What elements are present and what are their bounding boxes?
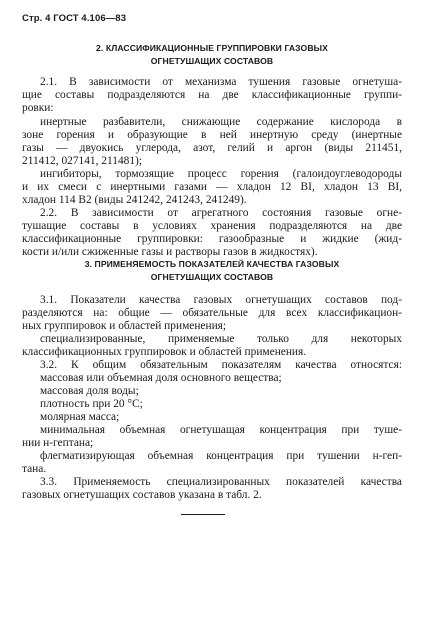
- text-line: 211412, 027141, 211481);: [22, 155, 143, 167]
- text-line: 2.2. В зависимости от агрегатного состояния газовые огне-: [40, 207, 402, 219]
- text-line: массовая доля воды;: [40, 385, 139, 397]
- text-line: массовая или объемная доля основного вещества;: [40, 372, 282, 384]
- text-line: плотность при 20 °C;: [40, 398, 143, 410]
- text-line: 2.1. В зависимости от механизма тушения газовые огнетуша-: [40, 76, 402, 88]
- text-line: специализированные, применяемые только для некоторых: [40, 333, 402, 345]
- text-line: 3.3. Применяемость специализированных показателей качества: [40, 476, 402, 488]
- text-line: молярная масса;: [40, 411, 120, 423]
- text-line: инертные разбавители, снижающие содержание кислорода в: [40, 116, 402, 128]
- text-line: ингибиторы, тормозящие процесс горения (галоидоуглеводороды: [40, 168, 402, 180]
- section-3-heading: [22, 258, 402, 284]
- text-line: тана.: [22, 463, 47, 475]
- text-line: 3.1. Показатели качества газовых огнетушащих составов под-: [40, 294, 402, 306]
- end-rule: [181, 514, 225, 515]
- text-line: нии н-гептана;: [22, 437, 94, 449]
- text-line: флегматизирующая объемная концентрация при тушении н-геп-: [40, 450, 402, 462]
- text-line: хладон 114 B2 (виды 241242, 241243, 241249).: [22, 194, 247, 206]
- text-line: и их смеси с инертными газами — хладон 12 BI, хладон 13 BI,: [22, 181, 402, 193]
- text-line: газовых огнетушащих составов указана в табл. 2.: [22, 489, 262, 501]
- text-line: зоне горения и образующие в ней инертную среду (инертные: [22, 129, 402, 141]
- section-2-heading: [22, 42, 402, 68]
- text-line: газы — двуокись углерода, азот, гелий и аргон (виды 211451,: [22, 142, 402, 154]
- text-line: кости и/или сжиженные газы и растворы газов в жидкостях).: [22, 246, 318, 258]
- section-2-heading-line-1: 2. КЛАССИФИКАЦИОННЫЕ ГРУППИРОВКИ ГАЗОВЫХ: [96, 43, 328, 53]
- text-line: ных группировок и областей применения;: [22, 320, 227, 332]
- running-head: Стр. 4 ГОСТ 4.106—83: [22, 13, 127, 24]
- text-line: тушащие составы в условиях хранения подразделяются на две: [22, 220, 402, 232]
- text-line: щие составы подразделяются на две классификационные группи-: [22, 89, 402, 101]
- text-line: разделяются на: общие — обязательные для всех классификацион-: [22, 307, 402, 319]
- section-3-heading-line-1: 3. ПРИМЕНЯЕМОСТЬ ПОКАЗАТЕЛЕЙ КАЧЕСТВА ГАЗОВЫХ: [84, 259, 340, 269]
- text-line: ровки:: [22, 102, 54, 114]
- section-3-heading-line-2: ОГНЕТУШАЩИХ СОСТАВОВ: [150, 272, 274, 282]
- section-2-heading-line-2: ОГНЕТУШАЩИХ СОСТАВОВ: [150, 56, 274, 66]
- text-line: 3.2. К общим обязательным показателям качества относятся:: [40, 359, 402, 371]
- text-line: минимальная объемная огнетушащая концентрация при туше-: [40, 424, 402, 436]
- text-line: классификационных группировок и областей применения.: [22, 346, 307, 358]
- text-line: классификационные группировки: газообразные и жидкие (жид-: [22, 233, 402, 245]
